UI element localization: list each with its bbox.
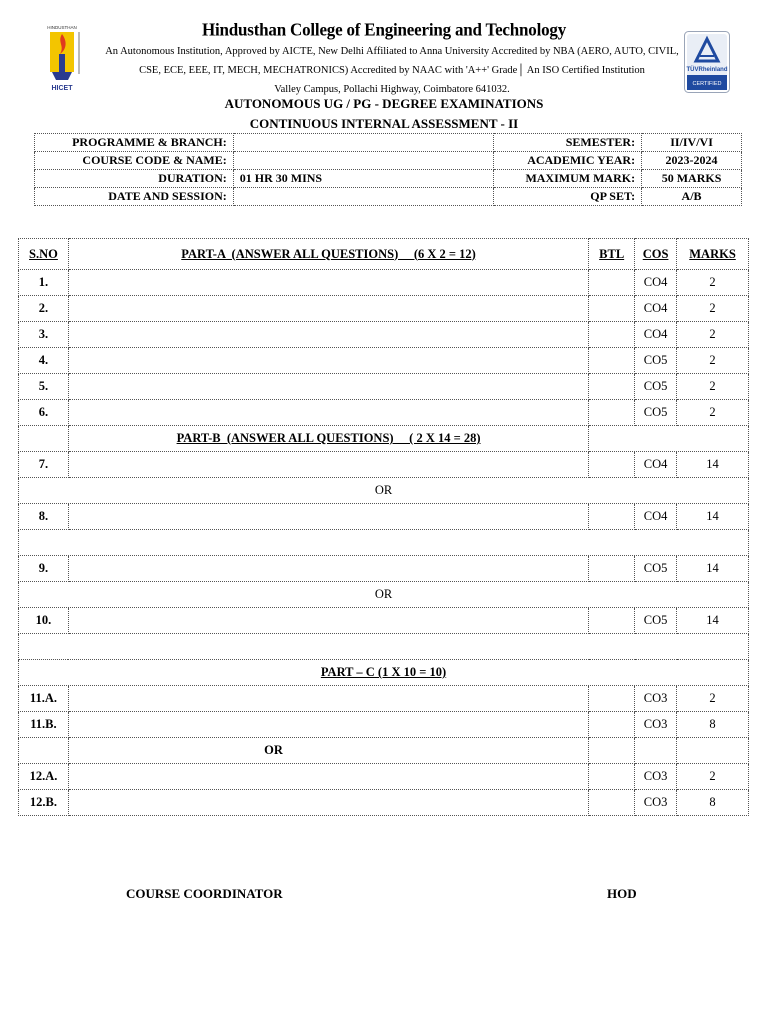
question-text [68, 608, 588, 634]
question-btl [589, 712, 635, 738]
qp-set-value: A/B [642, 188, 742, 206]
col-header-cos: COS [635, 239, 677, 270]
question-text [68, 712, 588, 738]
question-btl [589, 322, 635, 348]
question-marks: 2 [677, 686, 749, 712]
question-marks: 2 [677, 322, 749, 348]
question-paper-table [18, 238, 749, 816]
question-number: 9. [19, 556, 69, 582]
question-marks: 2 [677, 270, 749, 296]
question-number: 4. [19, 348, 69, 374]
info-row-course [35, 152, 742, 170]
question-marks: 2 [677, 400, 749, 426]
question-number: 3. [19, 322, 69, 348]
semester-label: SEMESTER: [494, 134, 642, 152]
affiliation-line-2: CSE, ECE, EEE, IT, MECH, MECHATRONICS) Accredited by NAAC with 'A++' Grade│ An ISO Certified Institution [139, 65, 645, 76]
question-co: CO5 [635, 556, 677, 582]
question-marks: 14 [677, 452, 749, 478]
question-co: CO3 [635, 790, 677, 816]
svg-text:CERTIFIED: CERTIFIED [692, 81, 722, 87]
course-coordinator-signature-label: COURSE COORDINATOR [126, 886, 283, 901]
blank-cell [589, 738, 635, 764]
question-number: 11.B. [19, 712, 69, 738]
info-row-duration [35, 170, 742, 188]
svg-text:HICET: HICET [51, 85, 73, 92]
programme-label: PROGRAMME & BRANCH: [35, 134, 234, 152]
spacer-row [19, 530, 749, 556]
col-header-sno: S.NO [19, 239, 69, 270]
col-header-marks: MARKS [677, 239, 749, 270]
question-btl [589, 790, 635, 816]
semester-value: II/IV/VI [642, 134, 742, 152]
question-number: 2. [19, 296, 69, 322]
or-row [19, 738, 749, 764]
question-number: 12.B. [19, 790, 69, 816]
spacer-row [19, 634, 749, 660]
question-text [68, 504, 588, 530]
question-btl [589, 348, 635, 374]
academic-year-label: ACADEMIC YEAR: [494, 152, 642, 170]
or-separator: OR [19, 478, 749, 504]
question-number: 12.A. [19, 764, 69, 790]
college-address: Valley Campus, Pollachi Highway, Coimbatore 641032. [274, 84, 510, 95]
college-name: Hindusthan College of Engineering and Technology [201, 19, 566, 40]
part-b-header-row [19, 426, 749, 452]
info-row-date [35, 188, 742, 206]
question-text [68, 400, 588, 426]
part-c-header-row [19, 660, 749, 686]
question-co: CO4 [635, 296, 677, 322]
exam-title: AUTONOMOUS UG / PG - DEGREE EXAMINATIONS [224, 96, 544, 111]
table-row [19, 296, 749, 322]
or-separator: OR [68, 738, 588, 764]
question-co: CO3 [635, 764, 677, 790]
or-row [19, 478, 749, 504]
question-number: 10. [19, 608, 69, 634]
course-value [233, 152, 494, 170]
blank-cell [677, 738, 749, 764]
tuv-certification-badge [684, 31, 730, 93]
question-marks: 2 [677, 348, 749, 374]
question-marks: 8 [677, 712, 749, 738]
date-session-label: DATE AND SESSION: [35, 188, 234, 206]
table-row [19, 556, 749, 582]
qp-set-label: QP SET: [494, 188, 642, 206]
question-number: 8. [19, 504, 69, 530]
blank-cell [635, 738, 677, 764]
question-btl [589, 270, 635, 296]
table-row [19, 790, 749, 816]
blank-cell [19, 634, 749, 660]
question-co: CO5 [635, 608, 677, 634]
question-co: CO4 [635, 322, 677, 348]
question-text [68, 322, 588, 348]
part-c-title: PART – C (1 X 10 = 10) [19, 660, 749, 686]
programme-value [233, 134, 494, 152]
question-marks: 8 [677, 790, 749, 816]
table-row [19, 348, 749, 374]
question-btl [589, 556, 635, 582]
svg-text:HINDUSTHAN: HINDUSTHAN [47, 25, 77, 30]
question-co: CO4 [635, 452, 677, 478]
question-text [68, 374, 588, 400]
question-text [68, 790, 588, 816]
max-mark-value: 50 MARKS [642, 170, 742, 188]
question-co: CO3 [635, 686, 677, 712]
date-session-value [233, 188, 494, 206]
question-number: 6. [19, 400, 69, 426]
question-text [68, 296, 588, 322]
table-row [19, 686, 749, 712]
table-row [19, 712, 749, 738]
question-btl [589, 452, 635, 478]
blank-cell [19, 530, 749, 556]
duration-value: 01 HR 30 MINS [233, 170, 494, 188]
blank-cell [589, 426, 749, 452]
table-row [19, 764, 749, 790]
table-row [19, 504, 749, 530]
affiliation-line-1: An Autonomous Institution, Approved by AICTE, New Delhi Affiliated to Anna University Accredited by NBA (AERO, AUTO, CIVIL, [105, 46, 679, 57]
question-number: 1. [19, 270, 69, 296]
table-header-row [19, 239, 749, 270]
table-row [19, 452, 749, 478]
table-row [19, 608, 749, 634]
question-co: CO4 [635, 504, 677, 530]
question-btl [589, 400, 635, 426]
question-btl [589, 764, 635, 790]
question-marks: 2 [677, 296, 749, 322]
question-text [68, 556, 588, 582]
question-btl [589, 686, 635, 712]
course-info-table [34, 133, 742, 206]
table-row [19, 270, 749, 296]
table-row [19, 322, 749, 348]
table-row [19, 374, 749, 400]
question-text [68, 764, 588, 790]
question-btl [589, 608, 635, 634]
question-btl [589, 504, 635, 530]
svg-text:TÜVRheinland: TÜVRheinland [686, 67, 728, 73]
question-text [68, 348, 588, 374]
question-btl [589, 374, 635, 400]
hod-signature-label: HOD [607, 886, 637, 901]
question-number: 7. [19, 452, 69, 478]
duration-label: DURATION: [35, 170, 234, 188]
question-marks: 2 [677, 374, 749, 400]
blank-cell [19, 738, 69, 764]
info-row-programme [35, 134, 742, 152]
question-marks: 2 [677, 764, 749, 790]
question-co: CO3 [635, 712, 677, 738]
col-header-btl: BTL [589, 239, 635, 270]
question-text [68, 686, 588, 712]
question-text [68, 270, 588, 296]
question-marks: 14 [677, 504, 749, 530]
question-co: CO4 [635, 270, 677, 296]
question-co: CO5 [635, 400, 677, 426]
part-a-title: PART-A (ANSWER ALL QUESTIONS) (6 X 2 = 12) [68, 239, 588, 270]
question-marks: 14 [677, 556, 749, 582]
question-number: 11.A. [19, 686, 69, 712]
question-btl [589, 296, 635, 322]
academic-year-value: 2023-2024 [642, 152, 742, 170]
or-separator: OR [19, 582, 749, 608]
max-mark-label: MAXIMUM MARK: [494, 170, 642, 188]
question-number: 5. [19, 374, 69, 400]
blank-cell [19, 426, 69, 452]
question-co: CO5 [635, 374, 677, 400]
part-b-title: PART-B (ANSWER ALL QUESTIONS) ( 2 X 14 = 28) [68, 426, 588, 452]
or-row [19, 582, 749, 608]
question-text [68, 452, 588, 478]
assessment-title: CONTINUOUS INTERNAL ASSESSMENT - II [249, 116, 519, 131]
question-co: CO5 [635, 348, 677, 374]
question-marks: 14 [677, 608, 749, 634]
course-label: COURSE CODE & NAME: [35, 152, 234, 170]
table-row [19, 400, 749, 426]
